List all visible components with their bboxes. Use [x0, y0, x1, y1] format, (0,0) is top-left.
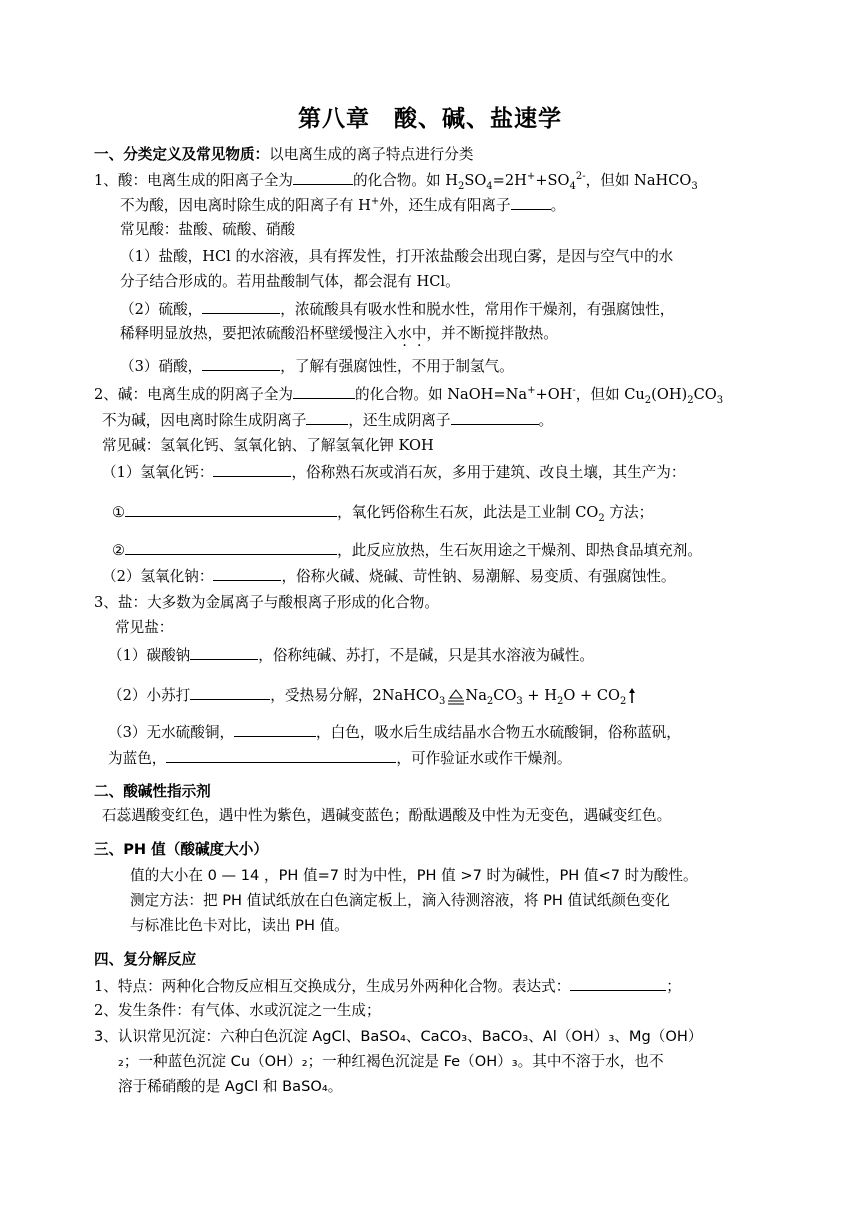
precipitates-line-2: ₂；一种蓝色沉淀 Cu（OH）₂；一种红褐色沉淀是 Fe（OH）₃。其中不溶于水，也不: [118, 1053, 664, 1070]
hcl-line-2: 分子结合形成的。若用盐酸制气体，都会混有 HCl。: [120, 273, 460, 290]
section-2-heading: 二、酸碱性指示剂: [94, 783, 211, 800]
section-1-heading: 一、分类定义及常见物质：以电离生成的离子特点进行分类: [94, 146, 474, 163]
h2so4-line-2: 稀释明显放热，要把浓硫酸沿杯壁缓慢注入水中，并不断搅拌散热。: [120, 325, 558, 342]
section-4-heading: 四、复分解反应: [94, 951, 197, 968]
nahco3-line: （2）小苏打 ，受热易分解，2NaHCO$_3$ $Na_2CO_3 + H_2O + CO_2$: [108, 685, 636, 706]
common-bases: 常见碱：氢氧化钙、氢氧化钠、了解氢氧化钾 KOH: [102, 437, 434, 454]
naoh-line: （2）氢氧化钠： ，俗称火碱、烧碱、苛性钠、易潮解、易变质、有强腐蚀性。: [102, 568, 676, 585]
metathesis-condition: 2、发生条件：有气体、水或沉淀之一生成；: [94, 1002, 381, 1019]
precipitates-line-3: 溶于稀硝酸的是 AgCl 和 BaSO₄。: [118, 1078, 343, 1095]
base-definition-2: 不为碱，因电离时除生成阴离子 ，还生成阴离子 。: [102, 412, 554, 429]
page-title: 第八章 酸、碱、盐速学: [298, 106, 562, 132]
cuso4-line-2: 为蓝色， ，可作验证水或作干燥剂。: [108, 750, 572, 767]
cuso4-line-1: （3）无水硫酸铜， ，白色，吸水后生成结晶水合物五水硫酸铜，俗称蓝矾，: [108, 724, 681, 741]
precipitates-line-1: 3、认识常见沉淀：六种白色沉淀 AgCl、BaSO₄、CaCO₃、BaCO₃、Al（OH）₃、Mg（OH）: [94, 1028, 703, 1045]
ph-range: 值的大小在 0 — 14 ，PH 值=7 时为中性，PH 值 >7 时为碱性，PH 值<7 时为酸性。: [130, 867, 698, 884]
salt-definition: 3、盐：大多数为金属离子与酸根离子形成的化合物。: [94, 594, 439, 611]
indicator-text: 石蕊遇酸变红色，遇中性为紫色，遇碱变蓝色；酚酞遇酸及中性为无变色，遇碱变红色。: [102, 807, 672, 824]
caoh-method-2: ② ，此反应放热，生石灰用途之干燥剂、即热食品填充剂。: [112, 542, 702, 559]
caoh-line: （1）氢氧化钙： ，俗称熟石灰或消石灰，多用于建筑、改良土壤，其生产为：: [102, 464, 686, 481]
common-salts: 常见盐：: [115, 619, 174, 636]
hno3-line: （3）硝酸， ，了解有强腐蚀性，不用于制氢气。: [120, 358, 514, 375]
ph-method-2: 与标准比色卡对比，读出 PH 值。: [130, 917, 349, 934]
caoh-method-1: ① ，氧化钙俗称生石灰，此法是工业制 $CO_2$ 方法；: [112, 504, 654, 524]
section-3-heading: 三、PH 值（酸碱度大小）: [94, 841, 268, 858]
na2co3-line: （1）碳酸钠 ，俗称纯碱、苏打，不是碱，只是其水溶液为碱性。: [108, 647, 594, 664]
metathesis-feature: 1、特点：两种化合物反应相互交换成分，生成另外两种化合物。表达式： ；: [94, 978, 681, 995]
acid-definition: 1、酸：电离生成的阳离子全为 的化合物。如 $H_2SO_4=2H^++SO_4^{2-}$，但如 NaHCO$_3$: [94, 171, 698, 192]
h2so4-line-1: （2）硫酸， ，浓硫酸具有吸水性和脱水性，常用作干燥剂，有强腐蚀性，: [120, 301, 675, 318]
hcl-line-1: （1）盐酸，HCl 的水溶液，具有挥发性，打开浓盐酸会出现白雾，是因与空气中的水: [120, 248, 674, 265]
base-definition: 2、碱：电离生成的阴离子全为 的化合物。如 NaOH=Na++OH-，但如 $Cu_2(OH)_2CO_3$: [94, 385, 724, 406]
acid-definition-2: 不为酸，因电离时除生成的阳离子有 H+外，还生成有阳离子 。: [120, 196, 566, 214]
ph-method-1: 测定方法：把 PH 值试纸放在白色滴定板上，滴入待测溶液，将 PH 值试纸颜色变化: [130, 892, 670, 909]
common-acids: 常见酸：盐酸、硫酸、硝酸: [120, 221, 296, 238]
